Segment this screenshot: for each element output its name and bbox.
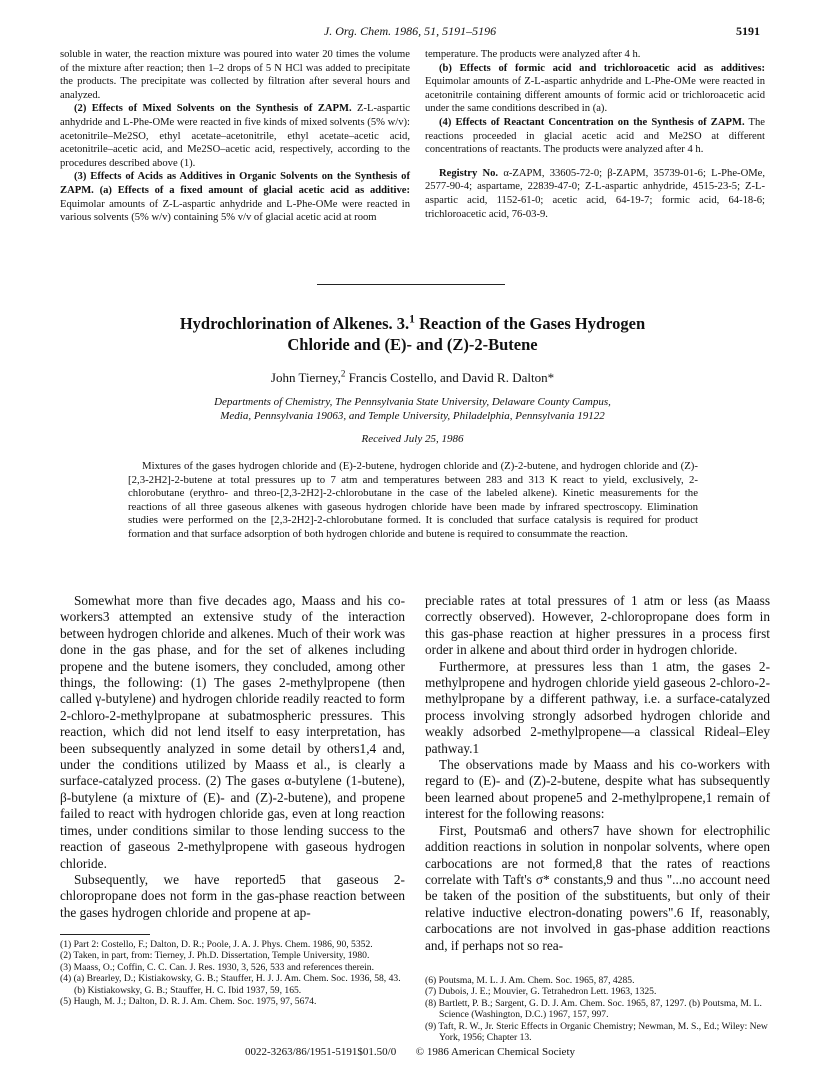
- article-title: [60, 313, 765, 355]
- author-line: John Tierney,$^2$ Francis Costello, and David R. Dalton*: [270, 368, 555, 385]
- paragraph: [60, 102, 410, 170]
- title-line-2: Chloride and (E)- and (Z)-2-Butene: [287, 335, 538, 354]
- section-body: Equimolar amounts of Z-L-aspartic anhydride and L-Phe-OMe were reacted in acetonitrile containing different amounts of formic acid or trichloroacetic acid under the same conditions described in (a).: [425, 76, 765, 115]
- received-date: Received July 25, 1986: [361, 433, 464, 445]
- footnote: (9) Taft, R. W., Jr. Steric Effects in Organic Chemistry; Newman, M. S., Ed.; Wiley: New York, 1956; Chapter 13.: [425, 1020, 768, 1044]
- footnote-rule: [60, 934, 150, 935]
- registry-paragraph: [425, 167, 765, 221]
- registry-label: Registry No.: [439, 167, 499, 179]
- section-body: Z-L-aspartic anhydride and L-Phe-OMe were reacted in five kinds of mixed solvents (5% w/v): acetonitrile–Me2SO, ethyl acetate–acetonitrile, ethyl acetate–acetic acid, acetonitrile–acetic acid, and Me2SO–acetic acid, respectively, according to the procedures described above (1).: [60, 103, 410, 169]
- paragraph: Somewhat more than five decades ago, Maass and his co-workers3 attempted an extensive study of the interaction between hydrogen chloride and alkenes. Much of their work was done in the gas phase, and for the set of alkenes including propene and the butene isomers, they concluded, among other things, the following: (1) The gases 2-methylpropene (then called γ-butylene) and hydrogen chloride readily reacted to form 2-chloro-2-methylpropane at subatmospheric pressures. This reaction, which did not lend itself to easy interpretation, has been subsequently analyzed in some detail by others1,4 and, under the conditions utilized by Maass et al., is clearly a surface-catalyzed process. (2) The gases α-butylene (1-butene), β-butylene (a mixture of (E)- and (Z)-2-butene), and propene failed to react with hydrogen chloride gas, even at long reaction times, under conditions similar to those lending success to the reaction of gaseous 2-methylpropene with gaseous hydrogen chloride.: [60, 593, 405, 871]
- section-heading: (2) Effects of Mixed Solvents on the Synthesis of ZAPM.: [74, 103, 352, 115]
- paragraph: [425, 116, 765, 157]
- footnote: (7) Dubois, J. E.; Mouvier, G. Tetrahedron Lett. 1963, 1325.: [425, 986, 657, 998]
- issn-code: 0022-3263/86/1951-5191$01.50/0: [244, 1046, 397, 1058]
- footnotes-left: [60, 939, 405, 1007]
- footnote: (3) Maass, O.; Coffin, C. C. Can. J. Res. 1930, 3, 526, 533 and references therein.: [60, 961, 374, 973]
- journal-citation: J. Org. Chem. 1986, 51, 5191–5196: [323, 24, 497, 38]
- paragraph: [425, 62, 765, 116]
- footnote: (6) Poutsma, M. L. J. Am. Chem. Soc. 1965, 87, 4285.: [425, 975, 635, 986]
- running-header: [0, 24, 820, 39]
- paragraph: soluble in water, the reaction mixture was poured into water 20 times the volume of the mixture after reaction; then 1–2 drops of 5 N HCl was added to precipitate the products. The precipitate was collected by filtration after several hours and analyzed.: [60, 49, 410, 101]
- footnotes-right: [425, 975, 770, 1043]
- page-footer: [0, 1046, 820, 1058]
- paragraph: First, Poutsma6 and others7 have shown for electrophilic addition reactions in solution in nonpolar solvents, where open carbocations are not formed,8 that the rates of reactions correlate with Taft's σ* constants,9 and thus "...no account need be taken of the position of the substituents, but only of their relative inductive electron-donating powers".6 If, reasonably, carbocations are not involved in gas-phase addition reactions and, if perhaps not so rea-: [425, 822, 770, 953]
- paragraph: Subsequently, we have reported5 that gaseous 2-chloropropane does not form in the gas-phase reaction between the gases hydrogen chloride and propene at ap-: [60, 871, 405, 920]
- paragraph: [60, 170, 410, 224]
- section-heading: (3) Effects of Acids as Additives in Organic Solvents on the Synthesis of ZAPM. (a) Effects of a fixed amount of glacial acetic acid as additive:: [60, 171, 410, 196]
- body-right-column: [425, 593, 770, 954]
- footnote: (8) Bartlett, P. B.; Sargent, G. D. J. Am. Chem. Soc. 1965, 87, 1297. (b) Poutsma, M. L. Science (Washington, D.C.) 1967, 157, 997.: [425, 997, 762, 1021]
- footnote: (5) Haugh, M. J.; Dalton, D. R. J. Am. Chem. Soc. 1975, 97, 5674.: [60, 996, 317, 1008]
- footnote: (2) Taken, in part, from: Tierney, J. Ph.D. Dissertation, Temple University, 1980.: [60, 950, 370, 962]
- paragraph: preciable rates at total pressures of 1 atm or less (as Maass correctly observed). However, 2-chloropropane does form in this gas-phase reaction at higher pressures in a process first order in alkene and about third order in hydrogen chloride.: [425, 593, 770, 658]
- paragraph: The observations made by Maass and his co-workers with regard to (E)- and (Z)-2-butene, despite what has subsequently been learned about propene5 and 2-methylpropene,1 remain of interest for the following reasons:: [425, 757, 770, 822]
- body-left-column: [60, 593, 405, 921]
- paragraph: Furthermore, at pressures less than 1 atm, the gases 2-methylpropene and hydrogen chloride yield gaseous 2-chloro-2-methylpropane by a different pathway, i.e. a surface-catalyzed process involving strongly adsorbed hydrogen chloride and weakly adsorbed 2-methylpropene—a classical Rideal–Eley pathway.1: [425, 658, 770, 756]
- paragraph: temperature. The products were analyzed after 4 h.: [425, 49, 641, 60]
- registry-body: α-ZAPM, 33605-72-0; β-ZAPM, 35739-01-6; L-Phe-OMe, 2577-90-4; aspartame, 22839-47-0; Z-L-aspartic anhydride, 4515-23-5; Z-L-aspartic acid, 1152-61-0; acetic acid, 64-19-7; formic acid, 64-18-6; trichloroacetic acid, 76-03-9.: [425, 167, 765, 220]
- section-divider: [317, 284, 505, 285]
- section-heading: (4) Effects of Reactant Concentration on the Synthesis of ZAPM.: [439, 116, 745, 128]
- section-body: The reactions proceeded in glacial acetic acid and Me2SO at different concentrations of reactants. The products were analyzed after 4 h.: [425, 116, 765, 156]
- copyright: © 1986 American Chemical Society: [415, 1046, 575, 1058]
- prev-article-left-column: [60, 48, 410, 225]
- affiliation: Departments of Chemistry, The Pennsylvania State University, Delaware County Campus, Media, Pennsylvania 19063, and Temple University, Philadelphia, Pennsylvania 19122: [214, 396, 611, 422]
- footnote: (1) Part 2: Costello, F.; Dalton, D. R.; Poole, J. A. J. Phys. Chem. 1986, 90, 5352.: [60, 939, 373, 950]
- section-body: Equimolar amounts of Z-L-aspartic anhydride and L-Phe-OMe were reacted in various solvents (5% w/v) containing 5% v/v of glacial acetic acid at room: [60, 198, 410, 224]
- page-number: 5191: [736, 24, 760, 38]
- abstract: Mixtures of the gases hydrogen chloride and (E)-2-butene, hydrogen chloride and (Z)-2-butene, and hydrogen chloride and (Z)-[2,3-2H2]-2-butene at total pressures up to 7 atm and temperatures between 283 and 313 K react to yield, exclusively, 2-chlorobutane (erythro- and threo-[2,3-2H2]-2-chlorobutane in the case of the labeled alkene). Kinetic measurements for the reactions of all three gaseous alkenes with gaseous hydrogen chloride have been made by infrared spectroscopy. Elimination studies were performed on the [2,3-2H2]-2-chlorobutane formed. It is concluded that surface catalysis is required for product formation and that surface adsorption of both hydrogen chloride and butene is required to consummate the reaction.: [128, 460, 698, 540]
- section-heading: (b) Effects of formic acid and trichloroacetic acid as additives:: [439, 62, 765, 74]
- title-line-1: Hydrochlorination of Alkenes. 3.$^1$ Reaction of the Gases Hydrogen: [179, 313, 646, 333]
- prev-article-right-column: [425, 48, 765, 221]
- footnote: (4) (a) Brearley, D.; Kistiakowsky, G. B.; Stauffer, H. J. J. Am. Chem. Soc. 1936, 58, 43. (b) Kistiakowsky, G. B.; Stauffer, H. C. Ibid 1937, 59, 165.: [60, 973, 401, 996]
